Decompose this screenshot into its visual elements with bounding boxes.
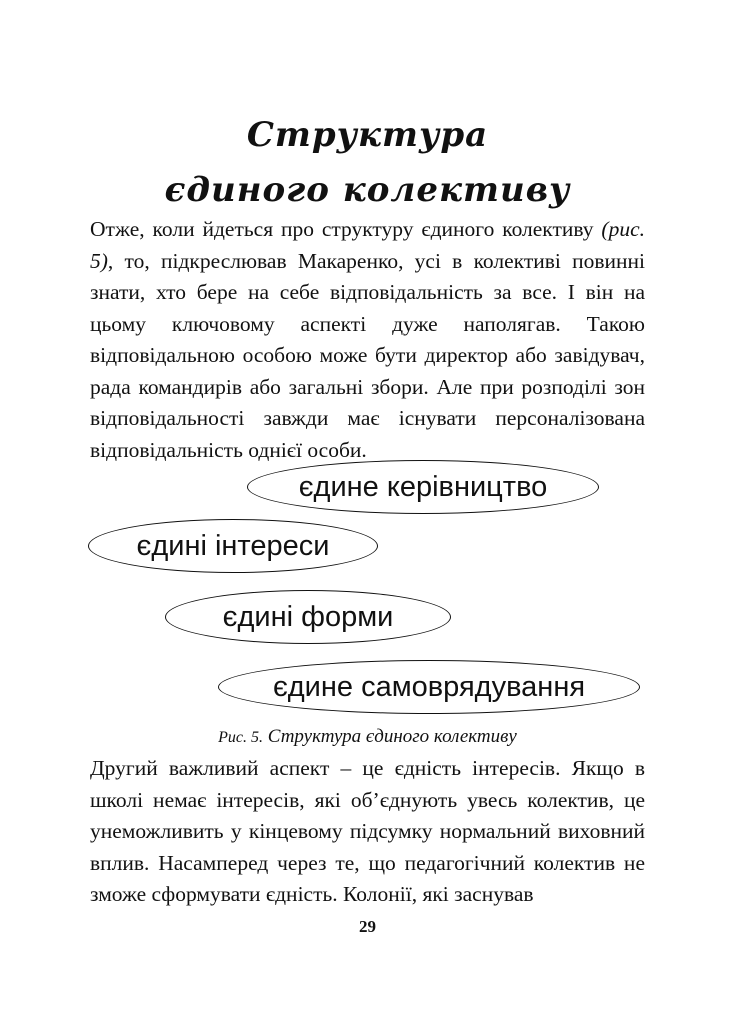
chapter-heading-line-2: єдиного колективу [164,170,571,210]
figure-caption-prefix: Рис. 5. [218,729,264,746]
paragraph-2: Другий важливий аспект – це єдність інтересів. Якщо в школі немає інтересів, які об’єднують увесь колектив, це унеможливить у кінцевому підсумку нормальний виховний вплив. Насамперед через те, що педагогічний колектив не зможе сформувати єдність. Колонії, які заснував [90,756,645,906]
paragraph-1-text-start: Отже, коли йдеться про структуру єдиного колективу [90,217,602,241]
figure-reference: (рис. 5) [90,217,645,273]
structure-diagram [80,456,650,718]
chapter-heading [90,108,645,218]
figure-caption [90,724,645,751]
paragraph-1 [90,214,645,466]
page-number: 29 [359,917,376,936]
figure-caption-text: Структура єдиного колективу [267,726,517,747]
diagram-item-unified-forms: єдині форми [165,590,451,644]
diagram-item-unified-leadership: єдине керівництво [247,460,599,514]
chapter-heading-line-1: Структура [246,115,489,155]
diagram-item-unified-interests: єдині інтереси [88,519,378,573]
diagram-item-unified-self-government: єдине самоврядування [218,660,640,714]
paragraph-1-text-end: , то, підкреслював Макаренко, усі в колективі повинні знати, хто бере на себе відповідальність за все. І він на цьому ключовому аспекті дуже наполягав. Такою відповідальною особою може бути директор або завідувач, рада командирів або загальні збори. Але при розподілі зон відповідальності завжди має існувати персоналізована відповідальність однієї особи. [90,248,645,462]
